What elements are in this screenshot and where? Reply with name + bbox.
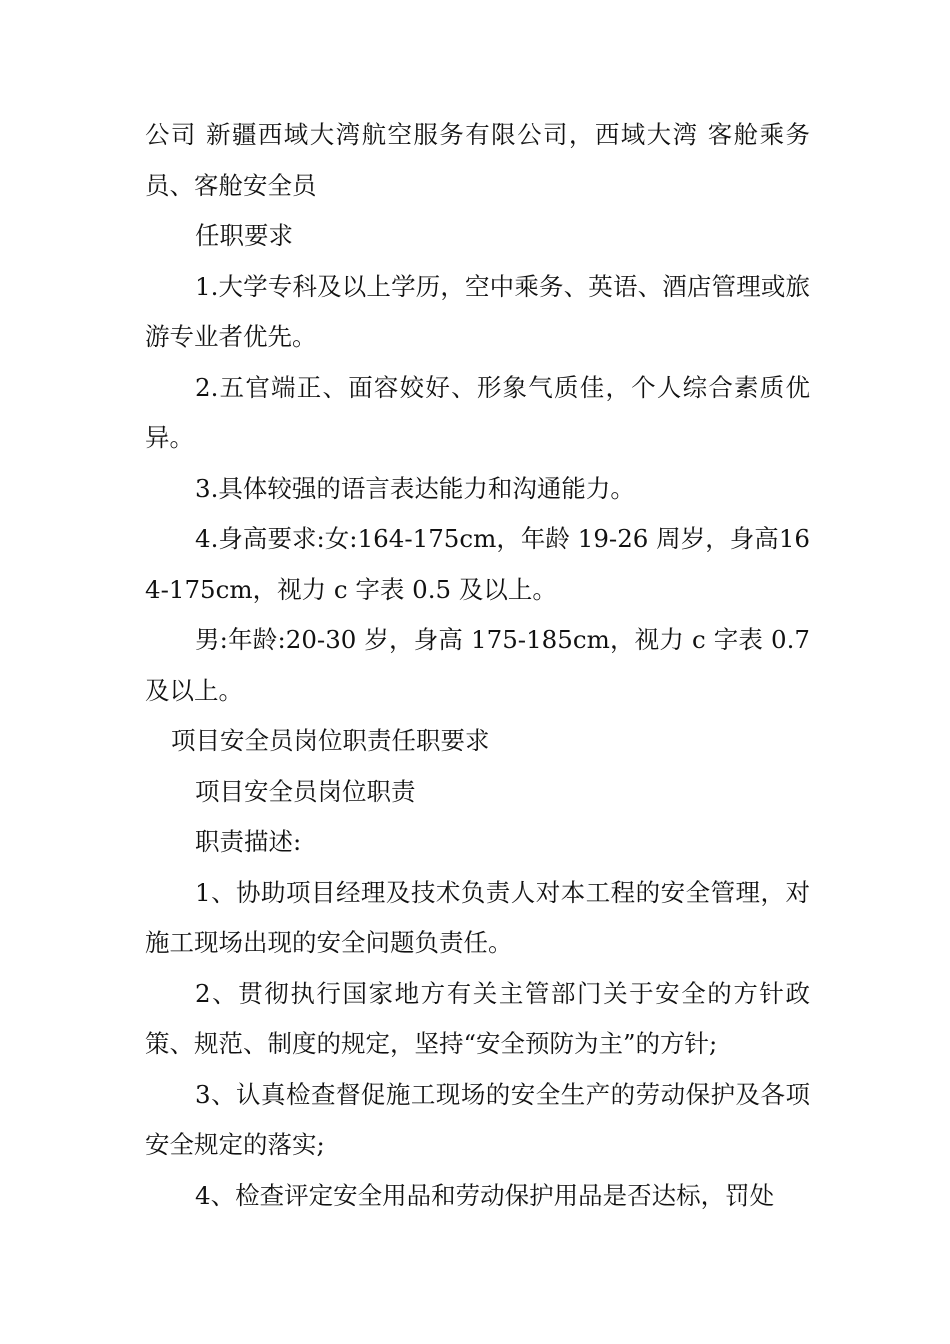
requirement-item-3: 3.具体较强的语言表达能力和沟通能力。 [195,473,635,503]
duty-item-4: 4、检查评定安全用品和劳动保护用品是否达标，罚处 [195,1180,775,1210]
requirement-item-1: 1.大学专科及以上学历，空中乘务、英语、酒店管理或旅游专业者优先。 [145,271,810,351]
requirement-item-4: 4.身高要求:女:164-175cm，年龄 19-26 周岁，身高164-175cm，视力 c 字表 0.5 及以上。 [145,524,810,604]
duty-item-1: 1、协助项目经理及技术负责人对本工程的安全管理，对施工现场出现的安全问题负责任。 [145,877,810,957]
heading-job-requirements: 任职要求 [195,221,293,250]
duty-item-2: 2、贯彻执行国家地方有关主管部门关于安全的方针政策、规范、制度的规定，坚持“安全预防为主”的方针; [145,978,810,1058]
heading-job-duties: 项目安全员岗位职责 [195,776,416,806]
duty-item-3: 3、认真检查督促施工现场的安全生产的劳动保护及各项安全规定的落实; [145,1079,810,1159]
section-title: 项目安全员岗位职责任职要求 [171,726,490,755]
requirement-item-male: 男:年龄:20-30 岁，身高 175-185cm，视力 c 字表 0.7 及以上。 [145,625,810,705]
document-body [145,110,810,1221]
requirement-item-2: 2.五官端正、面容姣好、形象气质佳，个人综合素质优异。 [145,372,810,452]
heading-duty-description: 职责描述: [195,827,302,856]
paragraph-company-position: 公司 新疆西域大湾航空服务有限公司，西域大湾 客舱乘务员、客舱安全员 [145,120,810,200]
